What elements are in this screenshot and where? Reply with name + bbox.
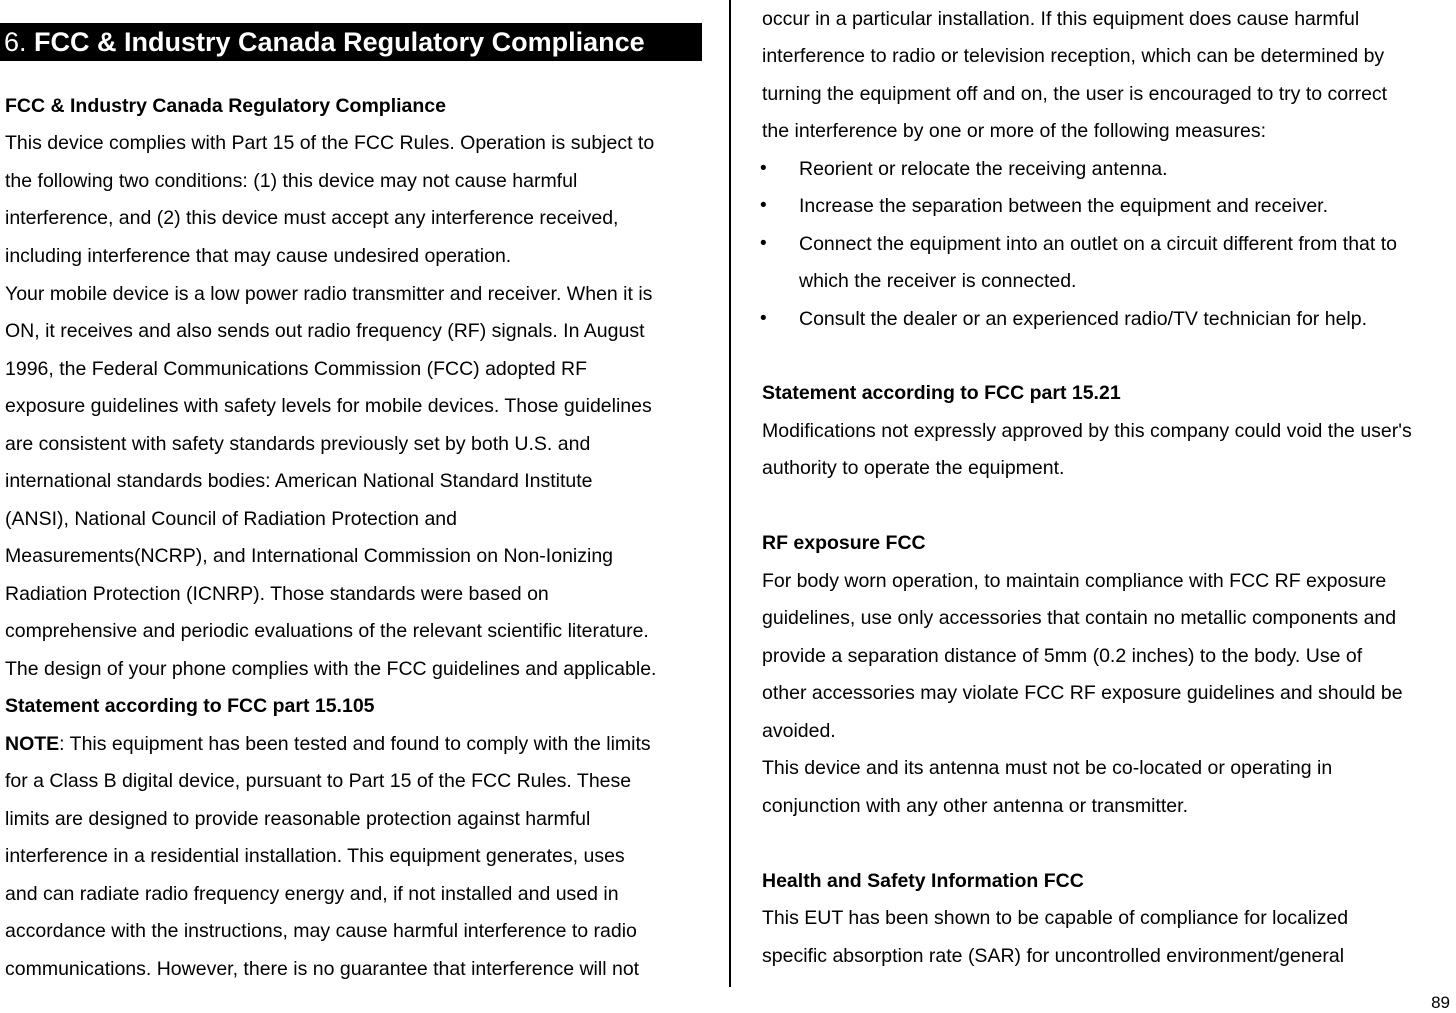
paragraph-line: and can radiate radio frequency energy and, if not installed and used in [5,883,619,905]
paragraph-line: Radiation Protection (ICNRP). Those standards were based on [5,583,549,605]
bullet-item: Connect the equipment into an outlet on a circuit different from that to [799,233,1397,255]
note-line [5,731,651,757]
paragraph-line: are consistent with safety standards previously set by both U.S. and [5,433,591,455]
paragraph-line: the interference by one or more of the following measures: [762,120,1267,142]
paragraph-line: comprehensive and periodic evaluations of the relevant scientific literature. [5,620,649,642]
paragraph-line: for a Class B digital device, pursuant to Part 15 of the FCC Rules. These [5,770,632,792]
health-safety-heading: Health and Safety Information FCC [762,870,1084,892]
paragraph-line: This device complies with Part 15 of the FCC Rules. Operation is subject to [5,132,655,154]
paragraph-line: Measurements(NCRP), and International Commission on Non-Ionizing [5,545,614,567]
paragraph-line: turning the equipment off and on, the user is encouraged to try to correct [762,83,1388,105]
section-title: FCC & Industry Canada Regulatory Compliance [34,27,645,57]
paragraph-line: exposure guidelines with safety levels for mobile devices. Those guidelines [5,395,652,417]
paragraph-line: ON, it receives and also sends out radio frequency (RF) signals. In August [5,320,645,342]
paragraph-line: avoided. [762,720,836,742]
section-heading [0,23,702,61]
paragraph-line: including interference that may cause undesired operation. [5,245,512,267]
paragraph-line: Your mobile device is a low power radio transmitter and receiver. When it is [5,283,653,305]
paragraph-line: other accessories may violate FCC RF exposure guidelines and should be [762,682,1403,704]
bullet-icon: • [760,308,767,329]
paragraph-line: interference in a residential installation. This equipment generates, uses [5,845,625,867]
paragraph-line: This device and its antenna must not be co-located or operating in [762,757,1333,779]
note-label: NOTE [5,733,60,755]
subheading: FCC & Industry Canada Regulatory Compliance [5,95,446,117]
paragraph-line: interference to radio or television reception, which can be determined by [762,45,1385,67]
column-divider [729,0,731,987]
bullet-item: Reorient or relocate the receiving antenna. [799,158,1168,180]
bullet-icon: • [760,233,767,254]
bullet-icon: • [760,195,767,216]
statement-15105-heading: Statement according to FCC part 15.105 [5,695,375,717]
paragraph-line: specific absorption rate (SAR) for uncontrolled environment/general [762,945,1345,967]
bullet-icon: • [760,158,767,179]
paragraph-line: accordance with the instructions, may cause harmful interference to radio [5,920,637,942]
section-number: 6. [4,27,35,57]
statement-1521-heading: Statement according to FCC part 15.21 [762,382,1121,404]
paragraph-line: the following two conditions: (1) this device may not cause harmful [5,170,578,192]
page-number: 89 [1431,993,1450,1012]
paragraph-line: conjunction with any other antenna or transmitter. [762,795,1188,817]
paragraph-line: Modifications not expressly approved by this company could void the user's [762,420,1412,442]
paragraph-line: 1996, the Federal Communications Commission (FCC) adopted RF [5,358,587,380]
paragraph-line: (ANSI), National Council of Radiation Protection and [5,508,457,530]
bullet-item-continued: which the receiver is connected. [799,270,1077,292]
bullet-item: Consult the dealer or an experienced radio/TV technician for help. [799,308,1368,330]
paragraph-line: authority to operate the equipment. [762,457,1065,479]
paragraph-line: communications. However, there is no guarantee that interference will not [5,958,640,980]
paragraph-line: international standards bodies: American National Standard Institute [5,470,593,492]
paragraph-line: For body worn operation, to maintain compliance with FCC RF exposure [762,570,1387,592]
paragraph-line: guidelines, use only accessories that contain no metallic components and [762,607,1397,629]
paragraph-line: The design of your phone complies with the FCC guidelines and applicable. [5,658,657,680]
paragraph-line: occur in a particular installation. If this equipment does cause harmful [762,8,1360,30]
paragraph-line: limits are designed to provide reasonable protection against harmful [5,808,591,830]
rf-exposure-heading: RF exposure FCC [762,532,926,554]
paragraph-line: This EUT has been shown to be capable of compliance for localized [762,907,1349,929]
paragraph-line: provide a separation distance of 5mm (0.2 inches) to the body. Use of [762,645,1363,667]
paragraph-line: interference, and (2) this device must accept any interference received, [5,207,619,229]
note-text: : This equipment has been tested and found to comply with the limits [59,733,651,755]
bullet-item: Increase the separation between the equipment and receiver. [799,195,1329,217]
